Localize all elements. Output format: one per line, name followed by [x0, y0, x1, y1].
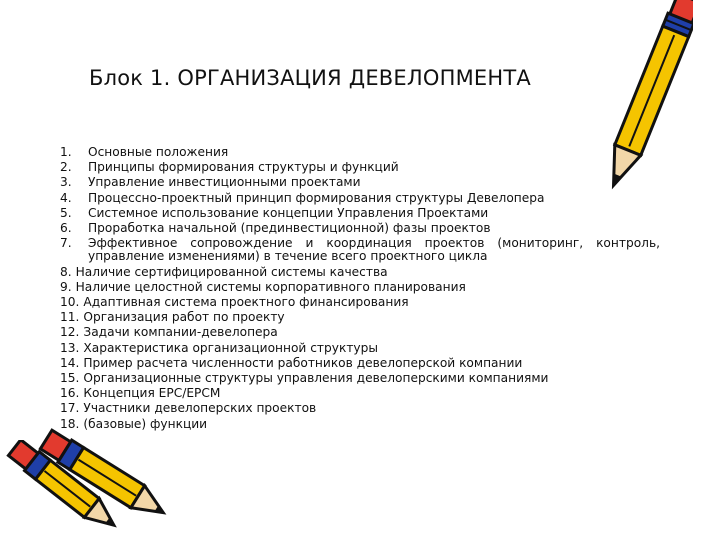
list-item [60, 341, 660, 356]
list-item [60, 386, 660, 401]
item-text: Эффективное сопровождение и координация проектов (мониторинг, контроль, [88, 236, 660, 251]
pencil-icon [28, 420, 178, 530]
item-text: Процессно-проектный принцип формирования структуры Девелопера [88, 190, 545, 205]
item-text: Основные положения [88, 145, 229, 159]
list-item [60, 265, 660, 280]
item-text: Проработка начальной (прединвестиционной) фазы проектов [88, 221, 491, 236]
item-number: 16. [60, 386, 80, 401]
item-text: Участники девелоперских проектов [83, 401, 317, 416]
item-number: 5. [60, 205, 72, 220]
list-item [60, 206, 660, 221]
item-number: 14. [60, 355, 80, 370]
list-item [60, 145, 660, 160]
item-number: 6. [60, 221, 72, 236]
item-text: Адаптивная система проектного финансирования [83, 295, 409, 310]
item-text: Задачи компании-девелопера [83, 325, 278, 340]
item-number: 10. [60, 295, 80, 310]
item-number: 15. [60, 371, 80, 386]
list-item [60, 191, 660, 206]
slide-title: Блок 1. ОРГАНИЗАЦИЯ ДЕВЕЛОПМЕНТА [89, 66, 531, 90]
list-item [60, 371, 660, 386]
list-item [60, 175, 660, 190]
item-number: 18. [60, 416, 80, 431]
item-text: (базовые) функции [83, 416, 208, 431]
item-number: 17. [60, 401, 80, 416]
item-number: 11. [60, 310, 80, 325]
item-text: Системное использование концепции Управления Проектами [88, 205, 489, 220]
item-text: Принципы формирования структуры и функций [88, 160, 399, 175]
item-number: 1. [60, 145, 72, 159]
list-item [60, 325, 660, 340]
item-number: 12. [60, 325, 80, 340]
list-item [60, 280, 660, 295]
item-text: Пример расчета численности работников девелоперской компании [83, 355, 523, 370]
item-text: Характеристика организационной структуры [83, 340, 378, 355]
item-number: 9. [60, 279, 72, 294]
list-item [60, 221, 660, 236]
item-number: 8. [60, 264, 72, 279]
list-item [60, 295, 660, 310]
item-continuation: управление изменениями) в течение всего проектного цикла [88, 249, 488, 264]
list-item [60, 401, 660, 416]
item-number: 3. [60, 175, 72, 190]
item-text: Наличие целостной системы корпоративного планирования [75, 279, 466, 294]
item-number: 2. [60, 160, 72, 175]
item-text: Наличие сертифицированной системы качества [75, 264, 388, 279]
list-item [60, 356, 660, 371]
content-list [60, 145, 660, 432]
list-item [60, 417, 660, 432]
item-text: Управление инвестиционными проектами [88, 175, 361, 190]
item-text: Организационные структуры управления девелоперскими компаниями [83, 371, 549, 386]
item-number: 13. [60, 340, 80, 355]
list-item [60, 160, 660, 175]
item-text: Концепция EPC/EPCM [83, 386, 221, 401]
item-number: 4. [60, 190, 72, 205]
item-text: Организация работ по проекту [83, 310, 285, 325]
list-item [60, 310, 660, 325]
item-number: 7. [60, 236, 72, 251]
